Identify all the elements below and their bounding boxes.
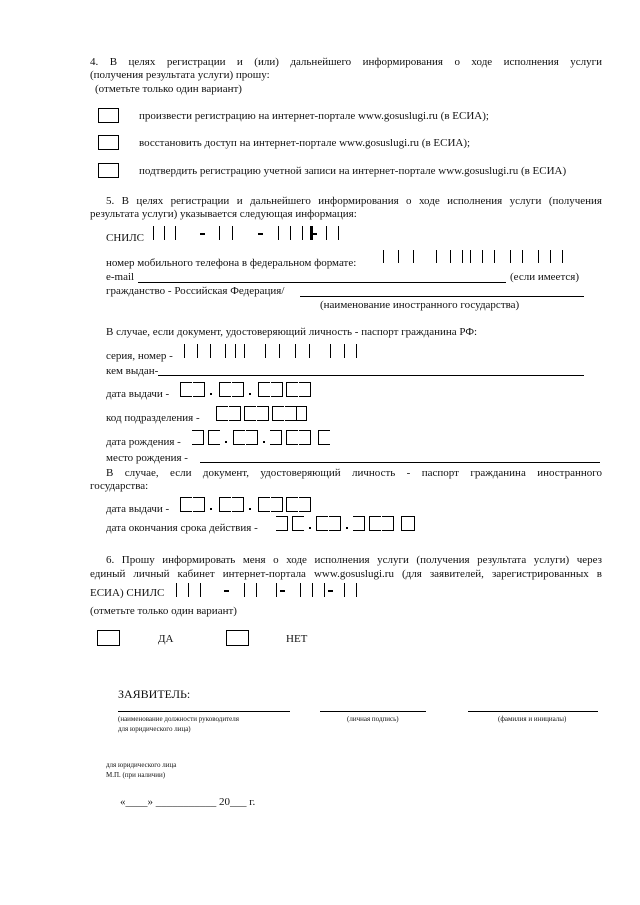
option-register-label: произвести регистрацию на интернет-портале www.gosuslugi.ru (в ЕСИА); bbox=[139, 110, 489, 122]
series-number-label: серия, номер - bbox=[106, 350, 173, 362]
rf-doc-intro: В случае, если документ, удостоверяющий личность - паспорт гражданина РФ: bbox=[106, 326, 478, 338]
section5-line1: 5. В целях регистрации и дальнейшего информирования о ходе исполнения услуги (получения bbox=[106, 195, 602, 207]
position-caption-2: для юридического лица) bbox=[118, 725, 191, 733]
section4-line2: (получения результата услуги) прошу: bbox=[90, 69, 270, 81]
section4-line1: 4. В целях регистрации и (или) дальнейшего информирования о ходе исполнения услуги bbox=[90, 56, 602, 68]
section6-note: (отметьте только один вариант) bbox=[90, 605, 237, 617]
date-line[interactable]: «____» ___________ 20___ г. bbox=[120, 796, 256, 808]
issue-date-label: дата выдачи - bbox=[106, 388, 170, 400]
section6-line3: ЕСИА) СНИЛС bbox=[90, 587, 165, 599]
option-confirm-checkbox[interactable] bbox=[98, 163, 119, 178]
no-label: НЕТ bbox=[286, 633, 308, 645]
birth-place-input[interactable] bbox=[200, 462, 600, 463]
foreign-doc-line1: В случае, если документ, удостоверяющий личность - паспорт гражданина иностранного bbox=[106, 467, 602, 479]
signature-caption: (личная подпись) bbox=[347, 715, 399, 723]
phone-label: номер мобильного телефона в федеральном формате: bbox=[106, 257, 357, 269]
section6-line1: 6. Прошу информировать меня о ходе исполнения услуги (получения результата услуги) через bbox=[106, 554, 602, 566]
no-checkbox[interactable] bbox=[226, 630, 249, 646]
yes-checkbox[interactable] bbox=[97, 630, 120, 646]
birth-place-label: место рождения - bbox=[106, 452, 188, 464]
series-number-cells[interactable] bbox=[180, 344, 370, 360]
birth-date-label: дата рождения - bbox=[106, 436, 181, 448]
citizenship-label: гражданство - Российская Федерация/ bbox=[106, 285, 285, 297]
section5-line2: результата услуги) указывается следующая информация: bbox=[90, 208, 357, 220]
email-input[interactable] bbox=[138, 282, 506, 283]
position-line[interactable] bbox=[118, 711, 290, 712]
email-label: e-mail bbox=[106, 271, 135, 283]
signature-line[interactable] bbox=[320, 711, 426, 712]
email-note: (если имеется) bbox=[510, 271, 579, 283]
issued-by-label: кем выдан- bbox=[106, 365, 159, 377]
name-line[interactable] bbox=[468, 711, 598, 712]
foreign-state-input[interactable] bbox=[300, 296, 584, 297]
option-register-checkbox[interactable] bbox=[98, 108, 119, 123]
applicant-title: ЗАЯВИТЕЛЬ: bbox=[118, 687, 191, 701]
expiry-date-label: дата окончания срока действия - bbox=[106, 522, 258, 534]
option-restore-checkbox[interactable] bbox=[98, 135, 119, 150]
section6-snils-cells[interactable] bbox=[172, 583, 382, 599]
section4-note: (отметьте только один вариант) bbox=[95, 83, 242, 95]
option-confirm-label: подтвердить регистрацию учетной записи на интернет-портале www.gosuslugi.ru (в ЕСИА) bbox=[139, 165, 567, 177]
foreign-issue-date-label: дата выдачи - bbox=[106, 503, 170, 515]
snils-label: СНИЛС bbox=[106, 232, 145, 244]
name-caption: (фамилия и инициалы) bbox=[498, 715, 567, 723]
stamp-note: М.П. (при наличии) bbox=[106, 771, 166, 779]
dept-code-label: код подразделения - bbox=[106, 412, 200, 424]
phone-cells[interactable] bbox=[378, 250, 568, 266]
yes-label: ДА bbox=[158, 633, 174, 645]
issued-by-input[interactable] bbox=[158, 375, 584, 376]
foreign-doc-line2: государства: bbox=[90, 480, 149, 492]
snils-cells[interactable] bbox=[150, 226, 360, 242]
legal-entity-note: для юридического лица bbox=[106, 761, 177, 769]
section6-line2: единый личный кабинет интернет-портала www.gosuslugi.ru (для заявителей, зарегистрированных в bbox=[90, 568, 602, 580]
option-restore-label: восстановить доступ на интернет-портале www.gosuslugi.ru (в ЕСИА); bbox=[139, 137, 471, 149]
position-caption-1: (наименование должности руководителя bbox=[118, 715, 239, 723]
foreign-state-caption: (наименование иностранного государства) bbox=[320, 299, 520, 311]
